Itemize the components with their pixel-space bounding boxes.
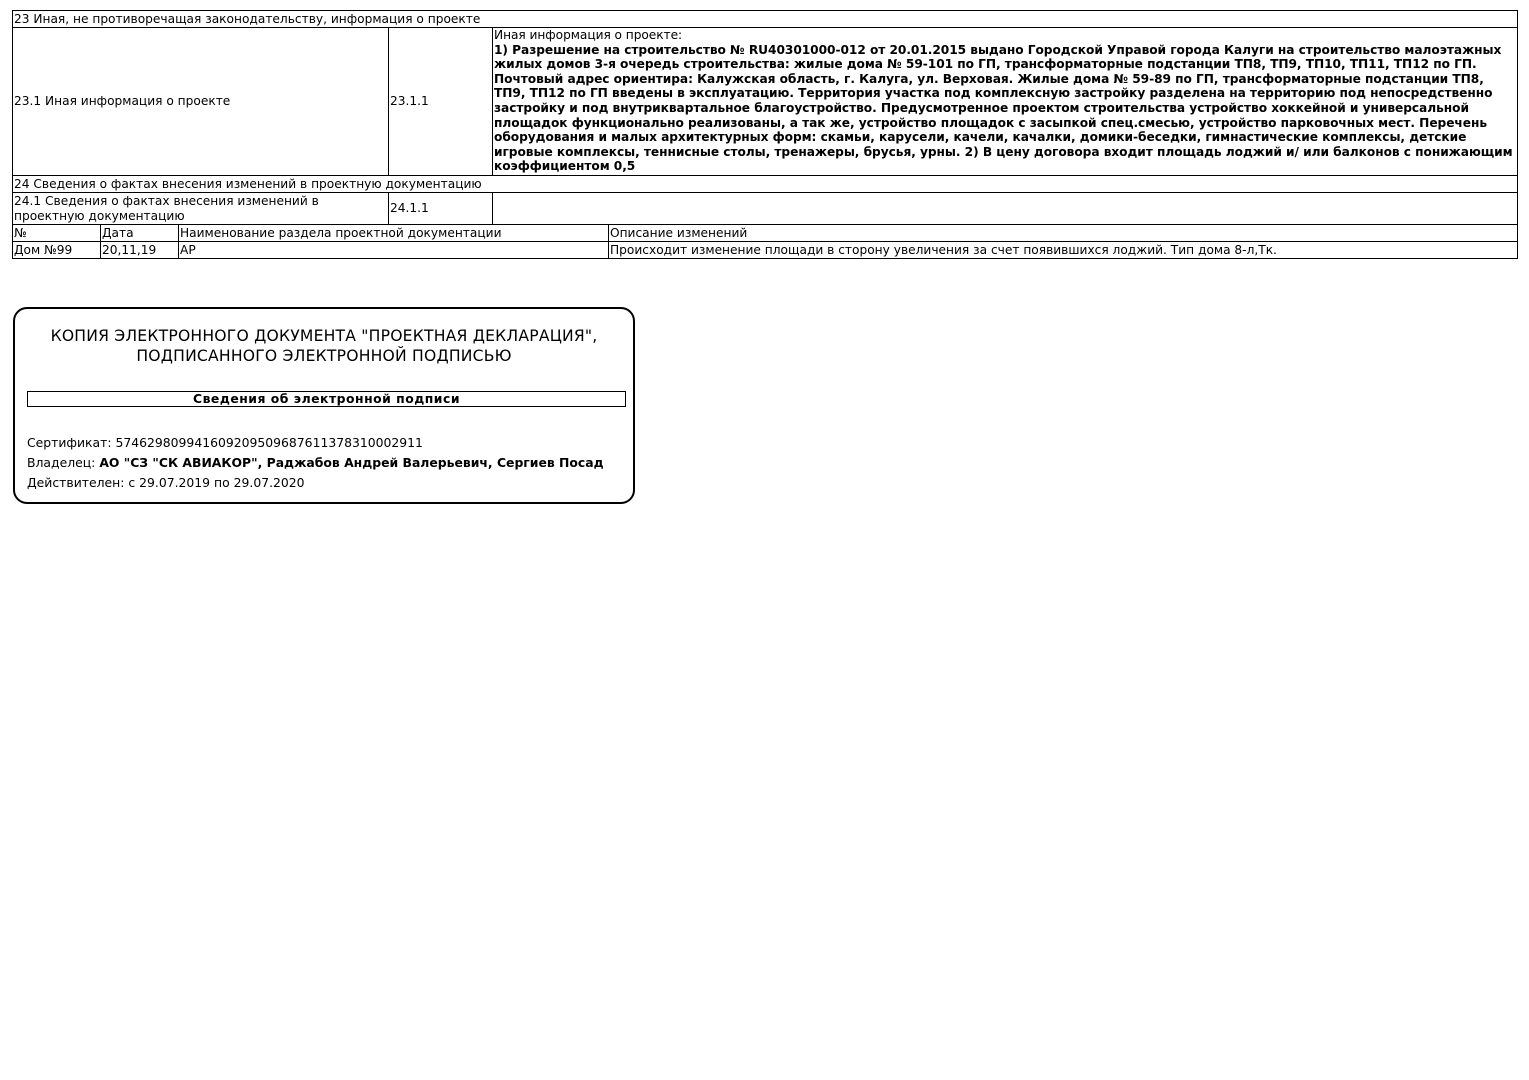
- column-header-date: Дата: [101, 225, 179, 242]
- section-24-1-row: [13, 193, 1518, 225]
- section-23-1-value: [493, 28, 1518, 176]
- changes-table: [12, 224, 1518, 259]
- section-24-header-row: [13, 176, 1518, 193]
- stamp-title-line-2: ПОДПИСАННОГО ЭЛЕКТРОННОЙ ПОДПИСЬЮ: [136, 347, 512, 365]
- section-23-header-row: [13, 11, 1518, 28]
- signature-info-heading: Сведения об электронной подписи: [27, 391, 626, 407]
- column-header-number: №: [13, 225, 101, 242]
- section-24-1-label: 24.1 Сведения о фактах внесения изменений в проектную документацию: [13, 193, 389, 225]
- stamp-title: [15, 326, 633, 366]
- stamp-title-line-1: КОПИЯ ЭЛЕКТРОННОГО ДОКУМЕНТА "ПРОЕКТНАЯ ДЕКЛАРАЦИЯ",: [50, 327, 598, 345]
- certificate-value: 574629809941609209509687611378310002911: [115, 435, 423, 450]
- column-header-section-name: Наименование раздела проектной документации: [179, 225, 609, 242]
- cell-date: 20,11,19: [101, 242, 179, 259]
- section-23-1-label: 23.1 Иная информация о проекте: [13, 28, 389, 176]
- validity-line: [27, 475, 305, 490]
- cell-section-name: АР: [179, 242, 609, 259]
- info-body: 1) Разрешение на строительство № RU40301000-012 от 20.01.2015 выдано Городской Управой города Калуги на строительство малоэтажных жилых домов 3-я очередь строительства: жилые дома № 59-101 по ГП, трансформаторные подстанции ТП8, ТП9, ТП10, ТП11, ТП12 по ГП. Почтовый адрес ориентира: Калужская область, г. Калуга, ул. Верховая. Жилые дома № 59-89 по ГП, трансформаторные подстанции ТП8, ТП9, ТП12 по ГП введены в эксплуатацию. Территория участка под комплексную застройку разделена на территорию под непосредственно застройку и под внутриквартальное благоустройство. Предусмотренное проектом строительства устройство хоккейной и универсальной площадок функционально реализованы, а так же, устройство площадок с засыпкой спец.смесью, устройство парковочных мест. Перечень оборудования и малых архитектурных форм: скамьи, карусели, качели, качалки, домики-беседки, гимнастические комплексы, детские игровые комплексы, теннисные столы, тренажеры, брусья, урны. 2) В цену договора входит площадь лоджий и/ или балконов с понижающим коэффициентом 0,5: [494, 42, 1513, 174]
- declaration-table: [12, 10, 1518, 225]
- section-23-1-row: [13, 28, 1518, 176]
- section-23-header: 23 Иная, не противоречащая законодательству, информация о проекте: [13, 11, 1518, 28]
- column-header-description: Описание изменений: [609, 225, 1518, 242]
- electronic-signature-stamp: [13, 307, 635, 504]
- section-23-1-code: 23.1.1: [389, 28, 493, 176]
- validity-label: Действителен:: [27, 475, 125, 490]
- info-title: Иная информация о проекте:: [494, 28, 683, 42]
- owner-label: Владелец:: [27, 455, 96, 470]
- validity-value: с 29.07.2019 по 29.07.2020: [128, 475, 305, 490]
- certificate-label: Сертификат:: [27, 435, 112, 450]
- owner-value: АО "СЗ "СК АВИАКОР", Раджабов Андрей Валерьевич, Сергиев Посад: [99, 455, 604, 470]
- cell-description: Происходит изменение площади в сторону увеличения за счет появившихся лоджий. Тип дома 8-л,Тк.: [609, 242, 1518, 259]
- section-24-header: 24 Сведения о фактах внесения изменений в проектную документацию: [13, 176, 1518, 193]
- declaration-sheet: [12, 10, 1517, 259]
- cell-number: Дом №99: [13, 242, 101, 259]
- table-row: [13, 242, 1518, 259]
- changes-table-header-row: [13, 225, 1518, 242]
- owner-line: [27, 455, 604, 470]
- section-24-1-value: [493, 193, 1518, 225]
- section-24-1-code: 24.1.1: [389, 193, 493, 225]
- certificate-line: [27, 435, 423, 450]
